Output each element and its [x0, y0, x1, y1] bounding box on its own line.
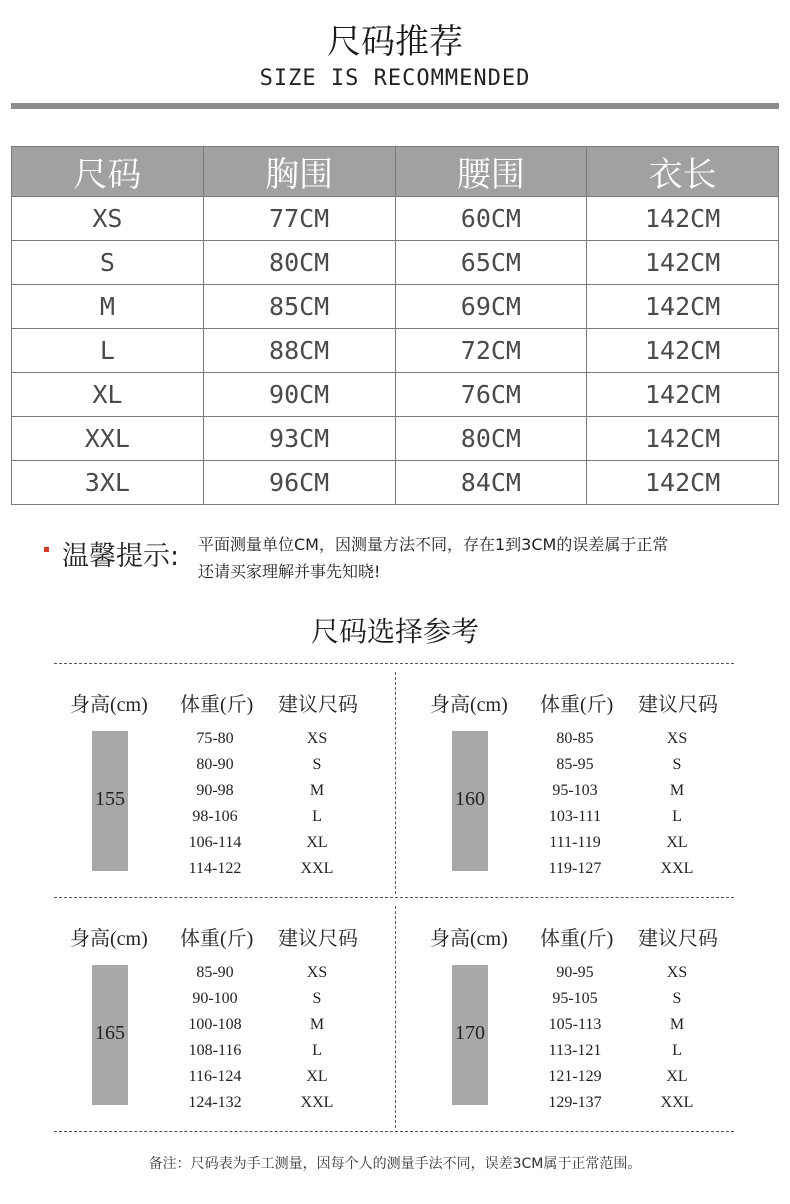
list-item — [52, 988, 392, 1014]
col-header-length: 衣长 — [587, 147, 779, 197]
table-row — [12, 373, 779, 417]
suggested-size: XL — [666, 1068, 688, 1085]
size-table-header-row — [12, 147, 779, 197]
cell-waist: 65CM — [395, 241, 587, 285]
weight-range: 121-129 — [548, 1068, 602, 1085]
cell-size: XS — [12, 197, 204, 241]
height-value: 165 — [95, 1022, 125, 1044]
list-item — [52, 806, 392, 832]
cell-waist: 80CM — [395, 417, 587, 461]
weight-range: 114-122 — [188, 860, 242, 877]
header-suggested-size: 建议尺码 — [278, 694, 358, 716]
list-item — [412, 1066, 752, 1092]
cell-waist: 60CM — [395, 197, 587, 241]
height-value: 160 — [455, 788, 485, 810]
header-weight: 体重(斤) — [540, 928, 614, 950]
page-subtitle: SIZE IS RECOMMENDED — [259, 66, 531, 91]
header-height: 身高(cm) — [430, 694, 508, 716]
footer-note: 备注：尺码表为手工测量，因每个人的测量手法不同，误差3CM属于正常范围。 — [148, 1156, 642, 1172]
height-value: 170 — [455, 1022, 485, 1044]
weight-range: 111-119 — [549, 834, 601, 851]
cell-length: 142CM — [587, 285, 779, 329]
table-row — [12, 417, 779, 461]
cell-length: 142CM — [587, 241, 779, 285]
weight-range: 98-106 — [192, 808, 238, 825]
weight-range: 80-85 — [556, 730, 594, 747]
size-guide-block-170 — [412, 922, 752, 1142]
weight-range: 103-111 — [548, 808, 602, 825]
weight-range: 116-124 — [188, 1068, 242, 1085]
suggested-size: XXL — [660, 1094, 694, 1111]
header-suggested-size: 建议尺码 — [638, 928, 718, 950]
list-item — [52, 1014, 392, 1040]
weight-range: 95-105 — [552, 990, 598, 1007]
suggested-size: XL — [306, 1068, 328, 1085]
list-item — [52, 1092, 392, 1118]
suggested-size: L — [672, 1042, 682, 1059]
suggested-size: L — [312, 1042, 322, 1059]
cell-size: L — [12, 329, 204, 373]
table-row — [12, 285, 779, 329]
cell-bust: 85CM — [203, 285, 395, 329]
page-title: 尺码推荐 — [327, 22, 463, 62]
list-item — [412, 806, 752, 832]
col-header-waist: 腰围 — [395, 147, 587, 197]
list-item — [52, 754, 392, 780]
suggested-size: S — [312, 756, 322, 773]
list-item — [412, 858, 752, 884]
suggested-size: XL — [306, 834, 328, 851]
dashed-divider-vertical — [395, 672, 396, 894]
weight-range: 90-100 — [192, 990, 238, 1007]
tip-label: 温馨提示: — [62, 541, 180, 572]
header-weight: 体重(斤) — [180, 694, 254, 716]
weight-range: 106-114 — [188, 834, 242, 851]
list-item — [412, 1014, 752, 1040]
header-height: 身高(cm) — [70, 928, 148, 950]
weight-range: 100-108 — [188, 1016, 242, 1033]
size-guide-block-160 — [412, 688, 752, 908]
list-item — [412, 780, 752, 806]
weight-range: 124-132 — [188, 1094, 242, 1111]
cell-waist: 72CM — [395, 329, 587, 373]
weight-range: 85-90 — [196, 964, 234, 981]
dashed-divider-vertical — [395, 906, 396, 1128]
table-row — [12, 197, 779, 241]
weight-range: 75-80 — [196, 730, 234, 747]
suggested-size: XS — [666, 730, 688, 747]
suggested-size: M — [669, 782, 685, 799]
suggested-size: XXL — [300, 1094, 334, 1111]
cell-bust: 88CM — [203, 329, 395, 373]
table-row — [12, 241, 779, 285]
cell-length: 142CM — [587, 417, 779, 461]
cell-size: S — [12, 241, 204, 285]
header-suggested-size: 建议尺码 — [278, 928, 358, 950]
header-weight: 体重(斤) — [180, 928, 254, 950]
header-height: 身高(cm) — [70, 694, 148, 716]
suggested-size: M — [309, 1016, 325, 1033]
list-item — [412, 754, 752, 780]
list-item — [52, 858, 392, 884]
suggested-size: M — [309, 782, 325, 799]
tip-text-line2: 还请买家理解并事先知晓! — [198, 562, 381, 581]
cell-bust: 93CM — [203, 417, 395, 461]
cell-waist: 69CM — [395, 285, 587, 329]
col-header-size: 尺码 — [12, 147, 204, 197]
cell-length: 142CM — [587, 461, 779, 505]
list-item — [412, 962, 752, 988]
header-weight: 体重(斤) — [540, 694, 614, 716]
cell-bust: 90CM — [203, 373, 395, 417]
list-item — [52, 962, 392, 988]
cell-size: XXL — [12, 417, 204, 461]
cell-bust: 80CM — [203, 241, 395, 285]
size-table — [11, 146, 779, 505]
suggested-size: XL — [666, 834, 688, 851]
cell-size: 3XL — [12, 461, 204, 505]
cell-size: XL — [12, 373, 204, 417]
suggested-size: XS — [306, 730, 328, 747]
suggested-size: S — [672, 756, 682, 773]
weight-range: 80-90 — [196, 756, 234, 773]
weight-range: 90-98 — [196, 782, 234, 799]
suggested-size: L — [312, 808, 322, 825]
list-item — [412, 1092, 752, 1118]
weight-range: 90-95 — [556, 964, 594, 981]
suggested-size: L — [672, 808, 682, 825]
size-guide-block-165 — [52, 922, 392, 1142]
list-item — [52, 728, 392, 754]
cell-size: M — [12, 285, 204, 329]
title-divider-bar — [11, 103, 779, 109]
suggested-size: XXL — [300, 860, 334, 877]
suggested-size: XS — [666, 964, 688, 981]
table-row — [12, 461, 779, 505]
tip-text-line1: 平面测量单位CM，因测量方法不同，存在1到3CM的误差属于正常 — [198, 535, 669, 554]
list-item — [412, 988, 752, 1014]
cell-length: 142CM — [587, 329, 779, 373]
header-height: 身高(cm) — [430, 928, 508, 950]
height-value: 155 — [95, 788, 125, 810]
bullet-dot-icon — [44, 547, 49, 552]
suggested-size: S — [672, 990, 682, 1007]
size-guide-block-155 — [52, 688, 392, 908]
selection-title: 尺码选择参考 — [310, 615, 479, 648]
header-suggested-size: 建议尺码 — [638, 694, 718, 716]
weight-range: 85-95 — [556, 756, 594, 773]
list-item — [52, 1066, 392, 1092]
cell-bust: 96CM — [203, 461, 395, 505]
table-row — [12, 329, 779, 373]
cell-waist: 84CM — [395, 461, 587, 505]
suggested-size: S — [312, 990, 322, 1007]
col-header-bust: 胸围 — [203, 147, 395, 197]
weight-range: 105-113 — [548, 1016, 602, 1033]
list-item — [52, 780, 392, 806]
weight-range: 108-116 — [188, 1042, 242, 1059]
suggested-size: XXL — [660, 860, 694, 877]
suggested-size: M — [669, 1016, 685, 1033]
cell-length: 142CM — [587, 197, 779, 241]
suggested-size: XS — [306, 964, 328, 981]
cell-bust: 77CM — [203, 197, 395, 241]
list-item — [52, 1040, 392, 1066]
list-item — [412, 1040, 752, 1066]
cell-waist: 76CM — [395, 373, 587, 417]
weight-range: 119-127 — [548, 860, 602, 877]
weight-range: 113-121 — [548, 1042, 602, 1059]
list-item — [412, 832, 752, 858]
weight-range: 129-137 — [548, 1094, 602, 1111]
list-item — [412, 728, 752, 754]
list-item — [52, 832, 392, 858]
dashed-divider — [54, 663, 734, 664]
cell-length: 142CM — [587, 373, 779, 417]
weight-range: 95-103 — [552, 782, 598, 799]
